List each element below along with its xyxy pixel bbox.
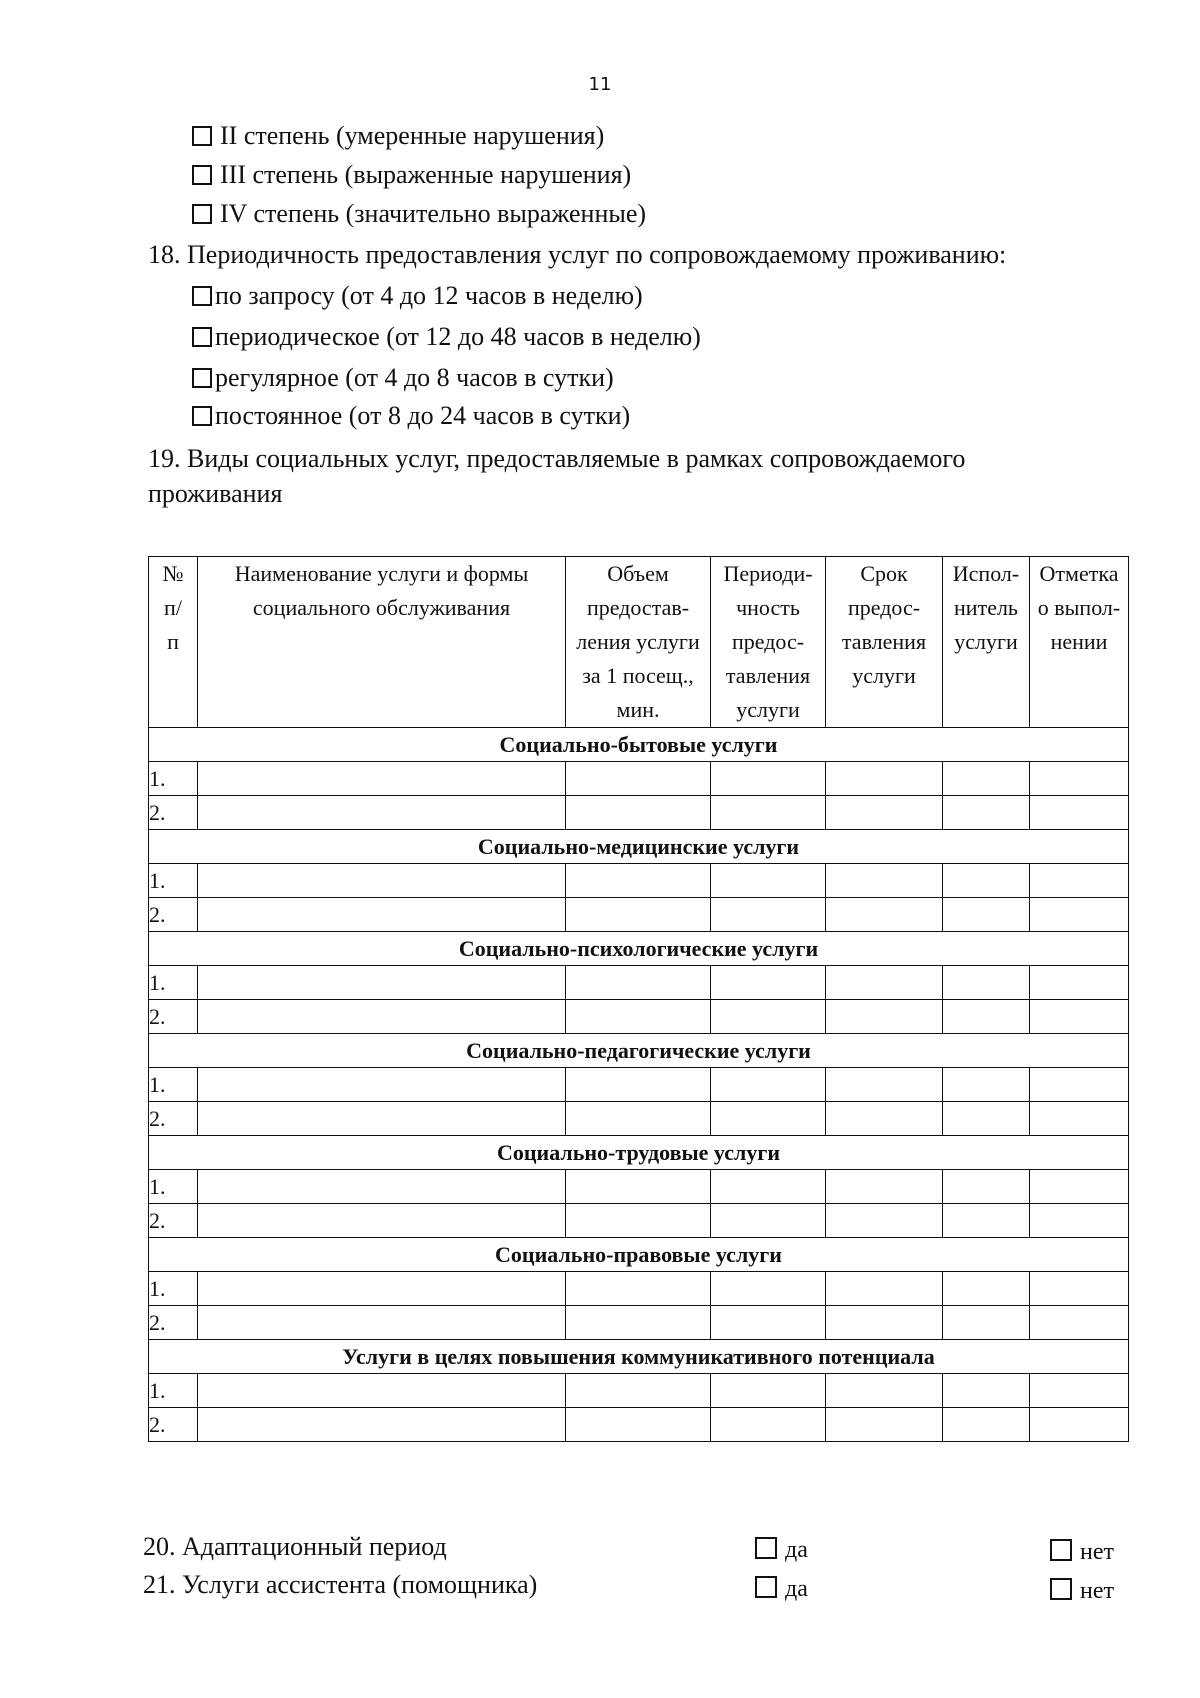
q18-option-permanent[interactable]: постоянное (от 8 до 24 часов в сутки) [192, 401, 630, 431]
row-number: 1. [149, 1272, 198, 1306]
table-cell[interactable] [826, 796, 943, 830]
table-cell[interactable] [711, 1000, 826, 1034]
checkbox[interactable] [755, 1537, 777, 1559]
table-cell[interactable] [943, 966, 1030, 1000]
table-row [149, 898, 1129, 932]
table-cell[interactable] [566, 1000, 711, 1034]
row-number: 1. [149, 762, 198, 796]
row-number: 2. [149, 796, 198, 830]
table-cell[interactable] [566, 1204, 711, 1238]
section-title: Социально-психологические услуги [149, 932, 1129, 966]
table-cell[interactable] [1030, 1068, 1129, 1102]
row-number: 1. [149, 864, 198, 898]
table-cell[interactable] [1030, 796, 1129, 830]
row-number: 2. [149, 1408, 198, 1442]
section-title: Социально-бытовые услуги [149, 728, 1129, 762]
table-row [149, 1408, 1129, 1442]
row-number: 2. [149, 1306, 198, 1340]
table-row [149, 966, 1129, 1000]
table-cell[interactable] [198, 1272, 566, 1306]
table-cell[interactable] [711, 1204, 826, 1238]
table-cell[interactable] [943, 1068, 1030, 1102]
table-cell[interactable] [198, 1170, 566, 1204]
table-cell[interactable] [1030, 1306, 1129, 1340]
table-cell[interactable] [198, 864, 566, 898]
table-cell[interactable] [943, 762, 1030, 796]
table-cell[interactable] [711, 762, 826, 796]
header-number: № п/ п [149, 557, 198, 728]
checkbox[interactable] [1050, 1539, 1072, 1561]
table-cell[interactable] [1030, 1374, 1129, 1408]
checkbox[interactable] [192, 368, 212, 388]
table-cell[interactable] [198, 966, 566, 1000]
checkbox[interactable] [192, 204, 212, 224]
table-row [149, 796, 1129, 830]
table-cell[interactable] [826, 1204, 943, 1238]
header-service-name: Наименование услуги и формы социального обслуживания [198, 557, 566, 728]
checkbox[interactable] [192, 286, 212, 306]
table-cell[interactable] [826, 1408, 943, 1442]
table-cell[interactable] [198, 1306, 566, 1340]
page-number: 11 [588, 74, 612, 95]
table-cell[interactable] [711, 966, 826, 1000]
table-cell[interactable] [566, 1374, 711, 1408]
table-cell[interactable] [1030, 864, 1129, 898]
table-cell[interactable] [711, 1170, 826, 1204]
section-title: Социально-трудовые услуги [149, 1136, 1129, 1170]
table-cell[interactable] [566, 1408, 711, 1442]
table-cell[interactable] [198, 1068, 566, 1102]
checkbox[interactable] [755, 1576, 777, 1598]
section-title: Социально-правовые услуги [149, 1238, 1129, 1272]
table-cell[interactable] [198, 898, 566, 932]
table-cell[interactable] [943, 1408, 1030, 1442]
table-cell[interactable] [826, 1068, 943, 1102]
table-cell[interactable] [566, 898, 711, 932]
row-number: 1. [149, 966, 198, 1000]
table-cell[interactable] [566, 1272, 711, 1306]
table-cell[interactable] [826, 1272, 943, 1306]
table-row [149, 864, 1129, 898]
checkbox[interactable] [192, 406, 212, 426]
table-cell[interactable] [566, 1102, 711, 1136]
table-cell[interactable] [943, 1000, 1030, 1034]
row-number: 1. [149, 1374, 198, 1408]
table-cell[interactable] [826, 864, 943, 898]
row-number: 2. [149, 1102, 198, 1136]
table-cell[interactable] [198, 1000, 566, 1034]
table-cell[interactable] [198, 762, 566, 796]
checkbox[interactable] [192, 327, 212, 347]
q20-no-option[interactable]: нет [1050, 1537, 1114, 1567]
table-cell[interactable] [711, 1068, 826, 1102]
table-cell[interactable] [566, 796, 711, 830]
table-cell[interactable] [198, 1102, 566, 1136]
header-completion-mark: Отметка о выпол- нении [1030, 557, 1129, 728]
table-cell[interactable] [1030, 1000, 1129, 1034]
table-cell[interactable] [826, 1102, 943, 1136]
table-cell[interactable] [826, 966, 943, 1000]
q21-yes-option[interactable]: да [755, 1574, 808, 1604]
table-cell[interactable] [943, 1204, 1030, 1238]
table-cell[interactable] [566, 1068, 711, 1102]
table-cell[interactable] [198, 796, 566, 830]
table-cell[interactable] [566, 966, 711, 1000]
table-cell[interactable] [711, 796, 826, 830]
q21-label: 21. Услуги ассистента (помощника) [143, 1570, 538, 1599]
table-cell[interactable] [566, 1306, 711, 1340]
table-cell[interactable] [566, 762, 711, 796]
table-cell[interactable] [943, 796, 1030, 830]
q21-no-option[interactable]: нет [1050, 1576, 1114, 1606]
section-row [149, 830, 1129, 864]
q20-yes-option[interactable]: да [755, 1535, 808, 1565]
table-cell[interactable] [943, 864, 1030, 898]
q19-title-line2: проживания [148, 479, 283, 508]
section-row [149, 932, 1129, 966]
header-executor: Испол- нитель услуги [943, 557, 1030, 728]
table-header-row [149, 557, 1129, 728]
table-cell[interactable] [1030, 1204, 1129, 1238]
table-cell[interactable] [566, 864, 711, 898]
table-cell[interactable] [1030, 898, 1129, 932]
table-cell[interactable] [711, 1374, 826, 1408]
section-row [149, 1238, 1129, 1272]
table-cell[interactable] [566, 1170, 711, 1204]
table-cell[interactable] [826, 1374, 943, 1408]
row-number: 1. [149, 1170, 198, 1204]
degree-option-2[interactable]: II степень (умеренные нарушения) [192, 121, 604, 151]
degree-option-4[interactable]: IV степень (значительно выраженные) [192, 199, 646, 229]
header-term: Срок предос- тавления услуги [826, 557, 943, 728]
header-periodicity: Периоди- чность предос- тавления услуги [711, 557, 826, 728]
q20-label: 20. Адаптационный период [143, 1532, 447, 1561]
checkbox[interactable] [1050, 1578, 1072, 1600]
table-cell[interactable] [711, 864, 826, 898]
q18-title: 18. Периодичность предоставления услуг по сопровождаемому проживанию: [148, 240, 1007, 269]
checkbox[interactable] [192, 165, 212, 185]
table-row [149, 1272, 1129, 1306]
table-cell[interactable] [1030, 762, 1129, 796]
q19-title-line1: 19. Виды социальных услуг, предоставляемые в рамках сопровождаемого [148, 444, 966, 473]
table-cell[interactable] [1030, 1170, 1129, 1204]
table-cell[interactable] [711, 1408, 826, 1442]
section-row [149, 1340, 1129, 1374]
table-row [149, 1170, 1129, 1204]
table-cell[interactable] [943, 1102, 1030, 1136]
table-cell[interactable] [711, 1306, 826, 1340]
q18-option-regular[interactable]: регулярное (от 4 до 8 часов в сутки) [192, 363, 614, 393]
table-row [149, 1204, 1129, 1238]
table-cell[interactable] [1030, 1408, 1129, 1442]
section-title: Социально-педагогические услуги [149, 1034, 1129, 1068]
table-row [149, 1000, 1129, 1034]
row-number: 2. [149, 1204, 198, 1238]
table-cell[interactable] [943, 898, 1030, 932]
table-row [149, 1102, 1129, 1136]
table-cell[interactable] [1030, 1272, 1129, 1306]
row-number: 2. [149, 1000, 198, 1034]
table-cell[interactable] [943, 1170, 1030, 1204]
row-number: 2. [149, 898, 198, 932]
table-cell[interactable] [826, 762, 943, 796]
section-title: Услуги в целях повышения коммуникативного потенциала [149, 1340, 1129, 1374]
section-title: Социально-медицинские услуги [149, 830, 1129, 864]
table-cell[interactable] [943, 1272, 1030, 1306]
degree-option-3[interactable]: III степень (выраженные нарушения) [192, 160, 631, 190]
table-cell[interactable] [198, 1204, 566, 1238]
q18-option-periodic[interactable]: периодическое (от 12 до 48 часов в неделю) [192, 322, 701, 352]
table-row [149, 1306, 1129, 1340]
table-cell[interactable] [826, 1000, 943, 1034]
table-cell[interactable] [1030, 1102, 1129, 1136]
table-cell[interactable] [711, 898, 826, 932]
table-cell[interactable] [198, 1408, 566, 1442]
row-number: 1. [149, 1068, 198, 1102]
header-volume: Объем предостав- ления услуги за 1 посещ., мин. [566, 557, 711, 728]
table-cell[interactable] [711, 1102, 826, 1136]
section-row [149, 1034, 1129, 1068]
section-row [149, 1136, 1129, 1170]
checkbox[interactable] [192, 126, 212, 146]
table-cell[interactable] [943, 1306, 1030, 1340]
table-row [149, 1068, 1129, 1102]
table-cell[interactable] [198, 1374, 566, 1408]
table-cell[interactable] [943, 1374, 1030, 1408]
table-cell[interactable] [826, 1170, 943, 1204]
table-cell[interactable] [826, 1306, 943, 1340]
table-cell[interactable] [1030, 966, 1129, 1000]
services-table [148, 556, 1129, 1442]
q18-option-request[interactable]: по запросу (от 4 до 12 часов в неделю) [192, 281, 643, 311]
table-cell[interactable] [711, 1272, 826, 1306]
table-row [149, 1374, 1129, 1408]
table-cell[interactable] [826, 898, 943, 932]
section-row [149, 728, 1129, 762]
table-row [149, 762, 1129, 796]
